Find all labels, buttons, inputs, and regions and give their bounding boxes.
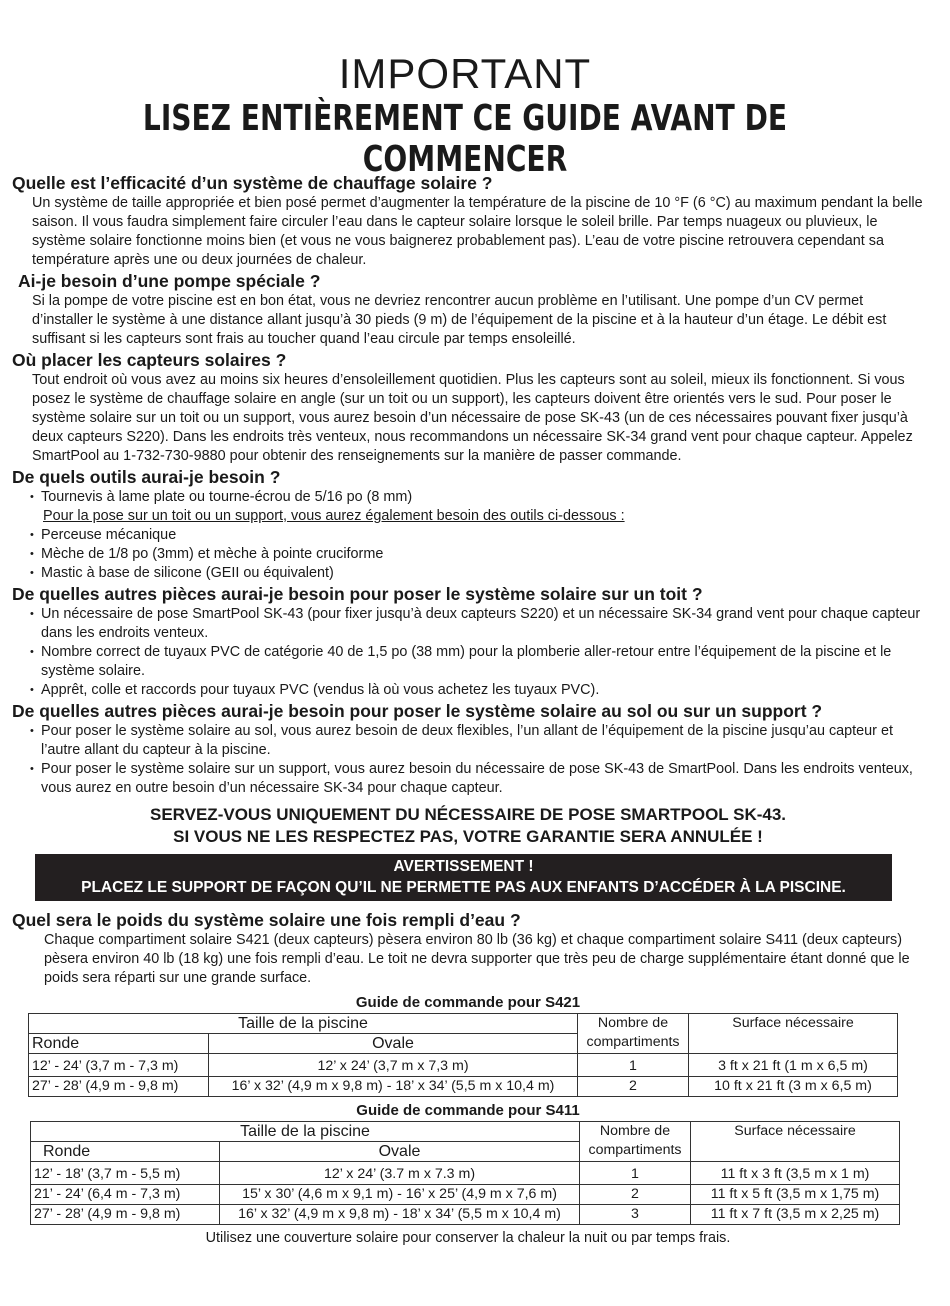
table-s421-caption: Guide de commande pour S421 bbox=[355, 994, 581, 1011]
table-row bbox=[31, 1162, 900, 1185]
list-item: • Apprêt, colle et raccords pour tuyaux PVC (vendus là où vous achetez les tuyaux PVC). bbox=[12, 681, 924, 700]
cell-round: 12’ - 24’ (3,7 m - 7,3 m) bbox=[29, 1054, 209, 1077]
header-pool-size: Taille de la piscine bbox=[31, 1122, 580, 1142]
header-round: Ronde bbox=[29, 1034, 209, 1054]
question-tools: De quels outils aurai-je besoin ? bbox=[12, 467, 281, 487]
header-compartments: Nombre de compartiments bbox=[578, 1014, 689, 1054]
answer-placement: Tout endroit où vous avez au moins six heures d’ensoleillement quotidien. Plus les capteurs sont au soleil, mieux ils fonctionnent. Si vous posez le système de chauffage solaire en angle (sur un toit ou un support), les capteurs doivent être orientés vers le sud. Pour poser le système solaire sur un toit ou un support, vous aurez besoin d’un nécessaire de pose SK-43 (un de ces nécessaires pouvant fixer jusqu’à deux capteurs S220). Dans les endroits très venteux, nous recommandons un nécessaire SK-34 grand vent pour chaque capteur. Appelez SmartPool au 1-732-730-9880 pour obtenir des renseignements sur la manière de passer commande. bbox=[32, 372, 913, 464]
cell-round: 12’ - 18’ (3,7 m - 5,5 m) bbox=[31, 1162, 220, 1185]
table-row bbox=[29, 1054, 898, 1077]
cell-oval: 16’ x 32’ (4,9 m x 9,8 m) - 18’ x 34’ (5,5 m x 10,4 m) bbox=[220, 1205, 580, 1225]
order-table-s411 bbox=[30, 1121, 900, 1225]
tools-roof-note: Pour la pose sur un toit ou un support, vous aurez également besoin des outils ci-dessous : bbox=[43, 508, 625, 524]
header-compartments: Nombre de compartiments bbox=[580, 1122, 691, 1162]
answer-pump: Si la pompe de votre piscine est en bon état, vous ne devriez rencontrer aucun problème en l’utilisant. Une pompe d’un CV permet d’installer le système à une distance allant jusqu’à 30 pieds (9 m) de l’équipement de la piscine et à la hauteur d’un étage. Le débit est suffisant si les capteurs sont frais au toucher quand l’eau circule par temps ensoleillé. bbox=[32, 293, 887, 347]
list-item: • Pour poser le système solaire au sol, vous aurez besoin de deux flexibles, l’un allant de l’équipement de la piscine jusqu’au capteur et l’autre allant du capteur à la piscine. bbox=[12, 722, 924, 760]
cell-oval: 12’ x 24’ (3.7 m x 7.3 m) bbox=[220, 1162, 580, 1185]
cell-oval: 12’ x 24’ (3,7 m x 7,3 m) bbox=[209, 1054, 578, 1077]
question-roof-parts: De quelles autres pièces aurai-je besoin pour poser le système solaire sur un toit ? bbox=[12, 584, 703, 604]
kit-notice-line1: SERVEZ-VOUS UNIQUEMENT DU NÉCESSAIRE DE POSE SMARTPOOL SK-43. bbox=[149, 805, 787, 824]
question-placement: Où placer les capteurs solaires ? bbox=[12, 350, 287, 370]
cell-count: 2 bbox=[580, 1185, 691, 1205]
list-item: • Nombre correct de tuyaux PVC de catégorie 40 de 1,5 po (38 mm) pour la plomberie aller-retour entre l’équipement de la piscine et le système solaire. bbox=[12, 643, 924, 681]
cell-count: 1 bbox=[580, 1162, 691, 1185]
order-table-s421 bbox=[28, 1013, 898, 1097]
kit-notice-line2: SI VOUS NE LES RESPECTEZ PAS, VOTRE GARANTIE SERA ANNULÉE ! bbox=[173, 827, 763, 846]
ground-parts-list bbox=[12, 722, 924, 798]
header-oval: Ovale bbox=[209, 1034, 578, 1054]
list-item: • Tournevis à lame plate ou tourne-écrou de 5/16 po (8 mm) bbox=[12, 488, 924, 507]
cell-count: 2 bbox=[578, 1077, 689, 1097]
table-row bbox=[31, 1205, 900, 1225]
cell-oval: 15’ x 30’ (4,6 m x 9,1 m) - 16’ x 25’ (4,9 m x 7,6 m) bbox=[220, 1185, 580, 1205]
list-item: • Un nécessaire de pose SmartPool SK-43 (pour fixer jusqu’à deux capteurs S220) et un nécessaire SK-34 grand vent pour chaque capteur dans les endroits venteux. bbox=[12, 605, 924, 643]
answer-weight: Chaque compartiment solaire S421 (deux capteurs) pèsera environ 80 lb (36 kg) et chaque compartiment solaire S411 (deux capteurs) pèsera environ 40 lb (18 kg) une fois rempli d’eau. Le toit ne devra supporter que très peu de charge supplémentaire étant donné que le poids sera réparti sur une grande surface. bbox=[44, 932, 910, 986]
cell-area: 11 ft x 5 ft (3,5 m x 1,75 m) bbox=[691, 1185, 900, 1205]
question-weight: Quel sera le poids du système solaire une fois rempli d’eau ? bbox=[12, 910, 521, 930]
cell-area: 10 ft x 21 ft (3 m x 6,5 m) bbox=[689, 1077, 898, 1097]
header-area: Surface nécessaire bbox=[691, 1122, 900, 1162]
list-item: • Mastic à base de silicone (GEII ou équivalent) bbox=[12, 564, 924, 583]
table-row bbox=[29, 1077, 898, 1097]
tools-roof-list bbox=[12, 526, 924, 583]
warning-text: PLACEZ LE SUPPORT DE FAÇON QU’IL NE PERMETTE PAS AUX ENFANTS D’ACCÉDER À LA PISCINE. bbox=[81, 879, 846, 896]
header-pool-size: Taille de la piscine bbox=[29, 1014, 578, 1034]
question-pump: Ai-je besoin d’une pompe spéciale ? bbox=[18, 271, 321, 291]
header-oval: Ovale bbox=[220, 1142, 580, 1162]
question-ground-parts: De quelles autres pièces aurai-je besoin pour poser le système solaire au sol ou sur un support ? bbox=[12, 701, 823, 721]
list-item: • Mèche de 1/8 po (3mm) et mèche à pointe cruciforme bbox=[12, 545, 924, 564]
kit-notice bbox=[12, 804, 924, 848]
warning-title: AVERTISSEMENT ! bbox=[393, 858, 534, 875]
warning-banner bbox=[35, 854, 892, 901]
header-area: Surface nécessaire bbox=[689, 1014, 898, 1054]
cell-oval: 16’ x 32’ (4,9 m x 9,8 m) - 18’ x 34’ (5,5 m x 10,4 m) bbox=[209, 1077, 578, 1097]
roof-parts-list bbox=[12, 605, 924, 700]
page-subtitle: LISEZ ENTIÈREMENT CE GUIDE AVANT DE COMMENCER bbox=[142, 98, 788, 180]
guide-content bbox=[12, 172, 924, 1248]
cell-round: 21’ - 24’ (6,4 m - 7,3 m) bbox=[31, 1185, 220, 1205]
cell-area: 3 ft x 21 ft (1 m x 6,5 m) bbox=[689, 1054, 898, 1077]
answer-efficiency: Un système de taille appropriée et bien posé permet d’augmenter la température de la piscine de 10 °F (6 °C) au maximum pendant la belle saison. Il vous faudra simplement faire circuler l’eau dans le capteur solaire lorsque le soleil brille. Par temps nuageux ou pluvieux, le système solaire fonctionne moins bien (et vous ne vous baignerez probablement pas). L’eau de votre piscine retrouvera cependant sa température après une ou deux journées de chaleur. bbox=[32, 195, 923, 268]
header-round: Ronde bbox=[31, 1142, 220, 1162]
page-title: IMPORTANT bbox=[338, 50, 592, 97]
cell-area: 11 ft x 3 ft (3,5 m x 1 m) bbox=[691, 1162, 900, 1185]
tools-list bbox=[12, 488, 924, 507]
table-s411-caption: Guide de commande pour S411 bbox=[356, 1102, 580, 1119]
list-item: • Perceuse mécanique bbox=[12, 526, 924, 545]
cell-round: 27’ - 28’ (4,9 m - 9,8 m) bbox=[31, 1205, 220, 1225]
table-row bbox=[31, 1185, 900, 1205]
cell-count: 1 bbox=[578, 1054, 689, 1077]
cell-count: 3 bbox=[580, 1205, 691, 1225]
list-item: • Pour poser le système solaire sur un support, vous aurez besoin du nécessaire de pose SK-43 de SmartPool. Dans les endroits venteux, vous aurez en outre besoin d’un nécessaire SK-34 pour chaque capteur. bbox=[12, 760, 924, 798]
cell-round: 27’ - 28’ (4,9 m - 9,8 m) bbox=[29, 1077, 209, 1097]
cell-area: 11 ft x 7 ft (3,5 m x 2,25 m) bbox=[691, 1205, 900, 1225]
question-efficiency: Quelle est l’efficacité d’un système de chauffage solaire ? bbox=[12, 173, 493, 193]
footer-note: Utilisez une couverture solaire pour conserver la chaleur la nuit ou par temps frais. bbox=[205, 1230, 731, 1246]
